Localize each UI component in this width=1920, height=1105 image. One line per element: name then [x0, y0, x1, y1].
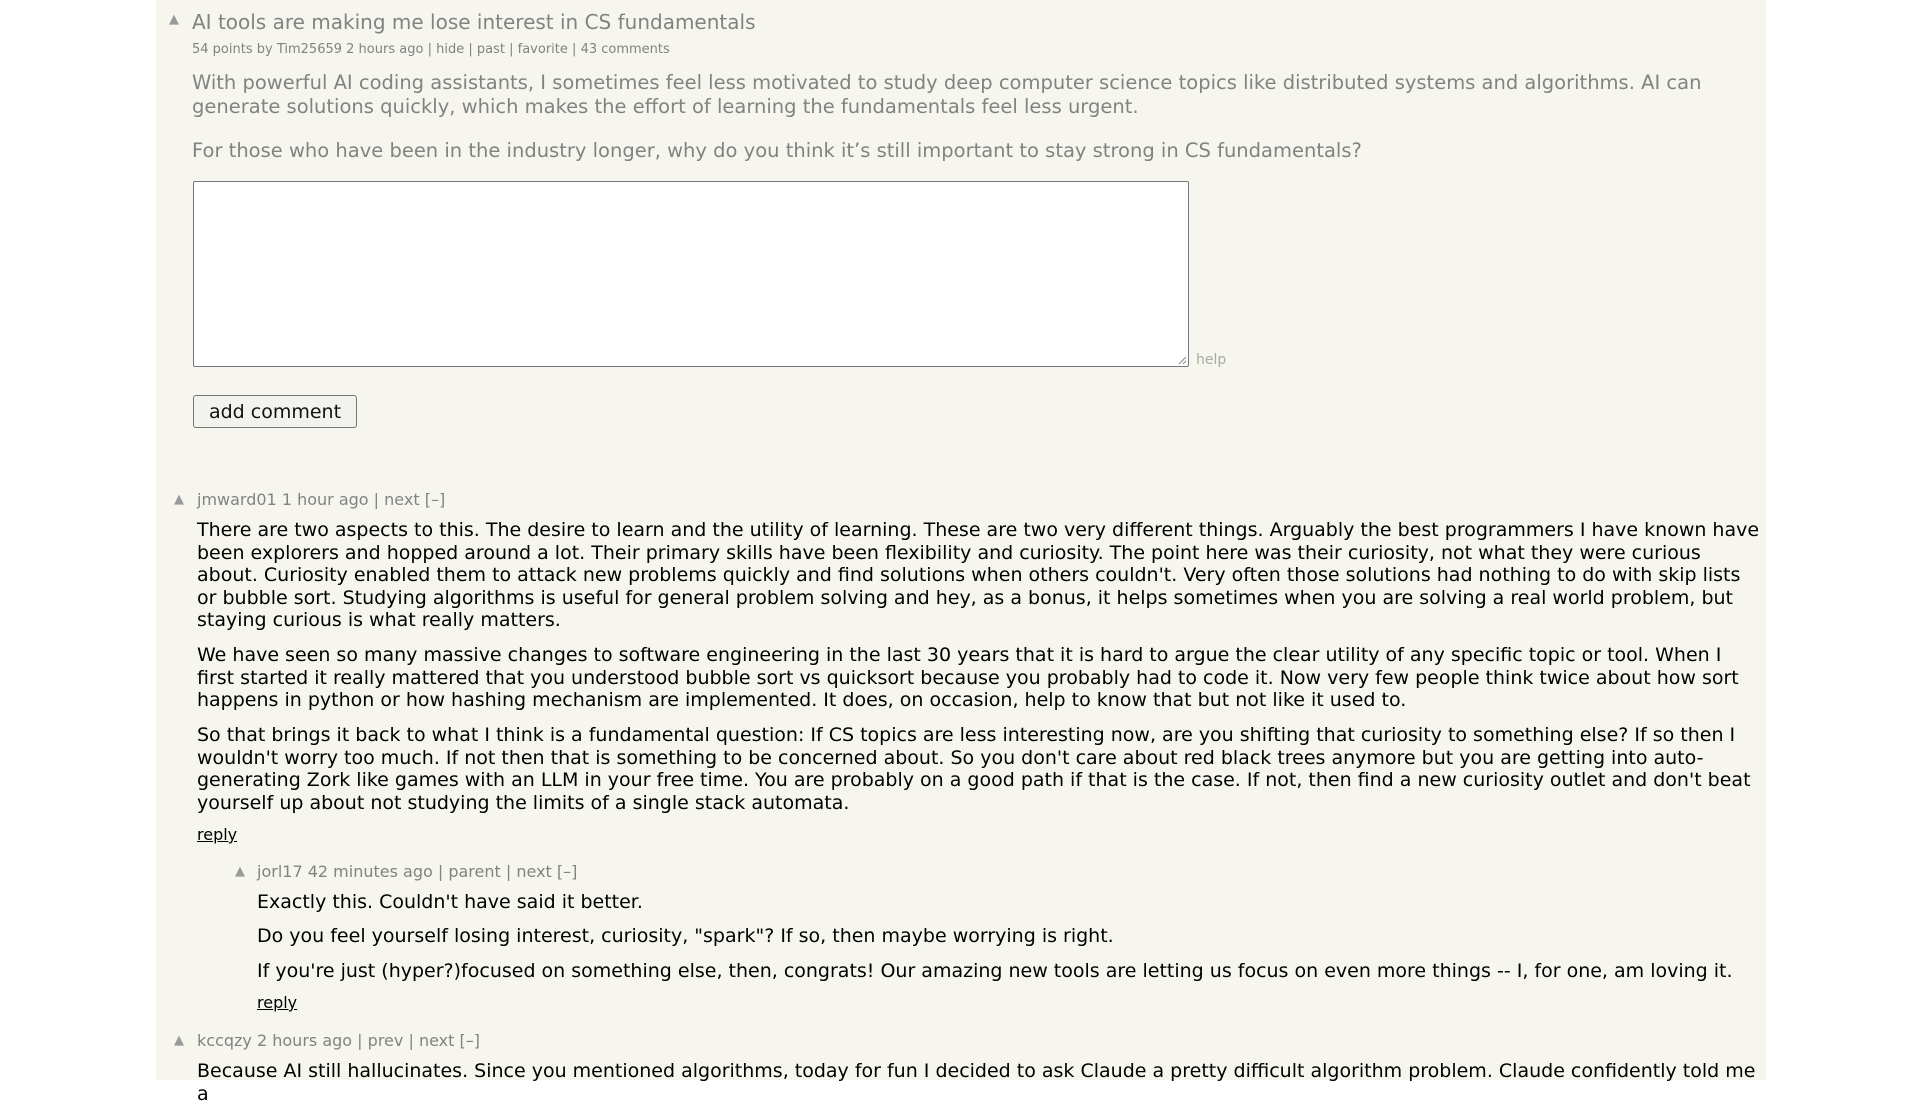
comment-paragraph: There are two aspects to this. The desire to learn and the utility of learning. These are two very different things. Arguably the best programmers I have known have been explorers and hopped around a lot. Their primary skills have been flexibility and curiosity. The point here was their curiosity, not what they were curious about. Curiosity enabled them to attack new problems quickly and find solutions when others couldn't. Very often those solutions had nothing to do with skip lists or bubble sort. Studying algorithms is useful for general problem solving and hey, as a bonus, it helps sometimes when you are solving a real world problem, but staying curious is what really matters.: [197, 519, 1760, 631]
comment-user-link[interactable]: jmward01: [197, 490, 277, 509]
separator: |: [373, 490, 380, 509]
comment-text: [257, 960, 1757, 983]
comment-text: [197, 724, 1762, 814]
comment-user-link[interactable]: jorl17: [257, 862, 303, 881]
comment-upvote-icon[interactable]: ▲: [174, 492, 184, 507]
story-points: 54 points: [192, 42, 253, 57]
comment-text: [257, 925, 1757, 948]
comment-age-link[interactable]: 2 hours ago: [256, 1031, 353, 1050]
favorite-link[interactable]: favorite: [517, 42, 568, 57]
separator: |: [427, 42, 432, 57]
page-container: [156, 0, 1766, 1105]
hide-link[interactable]: hide: [436, 42, 465, 57]
story-upvote-icon[interactable]: ▲: [169, 12, 179, 27]
help-link[interactable]: help: [1196, 352, 1227, 368]
comment-user-link[interactable]: kccqzy: [197, 1031, 252, 1050]
comment-upvote-icon[interactable]: ▲: [174, 1033, 184, 1048]
comment-text: [197, 644, 1762, 712]
comment-paragraph: Because AI still hallucinates. Since you mentioned algorithms, today for fun I decided to ask Claude a pretty difficult algorithm problem. Claude confidently told me a: [197, 1060, 1756, 1105]
comment-age-link[interactable]: 42 minutes ago: [307, 862, 433, 881]
comment-header: [197, 1031, 480, 1050]
story-author-link[interactable]: Tim25659: [276, 42, 343, 57]
comment-paragraph: Exactly this. Couldn't have said it better.: [257, 891, 643, 913]
prev-link[interactable]: prev: [367, 1031, 404, 1050]
comments-count-link[interactable]: 43 comments: [580, 42, 670, 57]
comment-text: [257, 891, 1757, 914]
next-link[interactable]: next: [418, 1031, 455, 1050]
next-link[interactable]: next: [516, 862, 552, 881]
separator: |: [408, 1031, 414, 1050]
reply-link[interactable]: reply: [197, 825, 238, 844]
comment-age-link[interactable]: 1 hour ago: [281, 490, 369, 509]
past-link[interactable]: past: [476, 42, 505, 57]
separator: |: [509, 42, 514, 57]
story-text-paragraph-2: For those who have been in the industry longer, why do you think it’s still important to stay strong in CS fundamentals?: [192, 139, 1362, 162]
parent-link[interactable]: parent: [448, 862, 501, 881]
comment-paragraph: Do you feel yourself losing interest, curiosity, "spark"? If so, then maybe worrying is right.: [257, 925, 1114, 947]
separator: |: [357, 1031, 363, 1050]
separator: |: [468, 42, 473, 57]
reply-link[interactable]: reply: [257, 993, 298, 1012]
story-text-paragraph-1: With powerful AI coding assistants, I sometimes feel less motivated to study deep computer science topics like distributed systems and algorithms. AI can generate solutions quickly, which makes the effort of learning the fundamentals feel less urgent.: [192, 71, 1702, 118]
comment-text: [197, 1060, 1762, 1105]
story-age-link[interactable]: 2 hours ago: [346, 42, 424, 57]
comment-paragraph: We have seen so many massive changes to software engineering in the last 30 years that it is hard to argue the clear utility of any specific topic or tool. When I first started it really mattered that you understood bubble sort vs quicksort because you probably had to code it. Now very few people think twice about how sort happens in python or how hashing mechanism are implemented. It does, on occasion, help to know that but not like it used to.: [197, 644, 1739, 711]
separator: |: [572, 42, 577, 57]
separator: |: [505, 862, 512, 881]
separator: |: [437, 862, 444, 881]
comment-textarea[interactable]: [193, 181, 1189, 367]
comment-paragraph: If you're just (hyper?)focused on something else, then, congrats! Our amazing new tools are letting us focus on even more things -- I, for one, am loving it.: [257, 960, 1733, 982]
resize-grip-icon[interactable]: [1177, 355, 1187, 365]
collapse-toggle[interactable]: [–]: [459, 1031, 480, 1050]
story-subline: [192, 42, 670, 57]
comment-header: [197, 490, 445, 509]
story-title[interactable]: AI tools are making me lose interest in CS fundamentals: [192, 10, 756, 34]
comment-upvote-icon[interactable]: ▲: [235, 864, 245, 879]
collapse-toggle[interactable]: [–]: [556, 862, 578, 881]
collapse-toggle[interactable]: [–]: [424, 490, 446, 509]
comment-header: [257, 862, 577, 881]
story-by-label: by: [256, 42, 273, 57]
comment-text: [197, 519, 1762, 632]
next-link[interactable]: next: [384, 490, 420, 509]
comment-paragraph: So that brings it back to what I think is a fundamental question: If CS topics are less interesting now, are you shifting that curiosity to something else? If so then I wouldn't worry too much. If not then that is something to be concerned about. So you don't care about red black trees anymore but you are getting into auto-generating Zork like games with an LLM in your free time. You are probably on a good path if that is the case. If not, then find a new curiosity outlet and don't beat yourself up about not studying the limits of a single stack automata.: [197, 724, 1751, 814]
add-comment-button[interactable]: add comment: [193, 395, 357, 428]
